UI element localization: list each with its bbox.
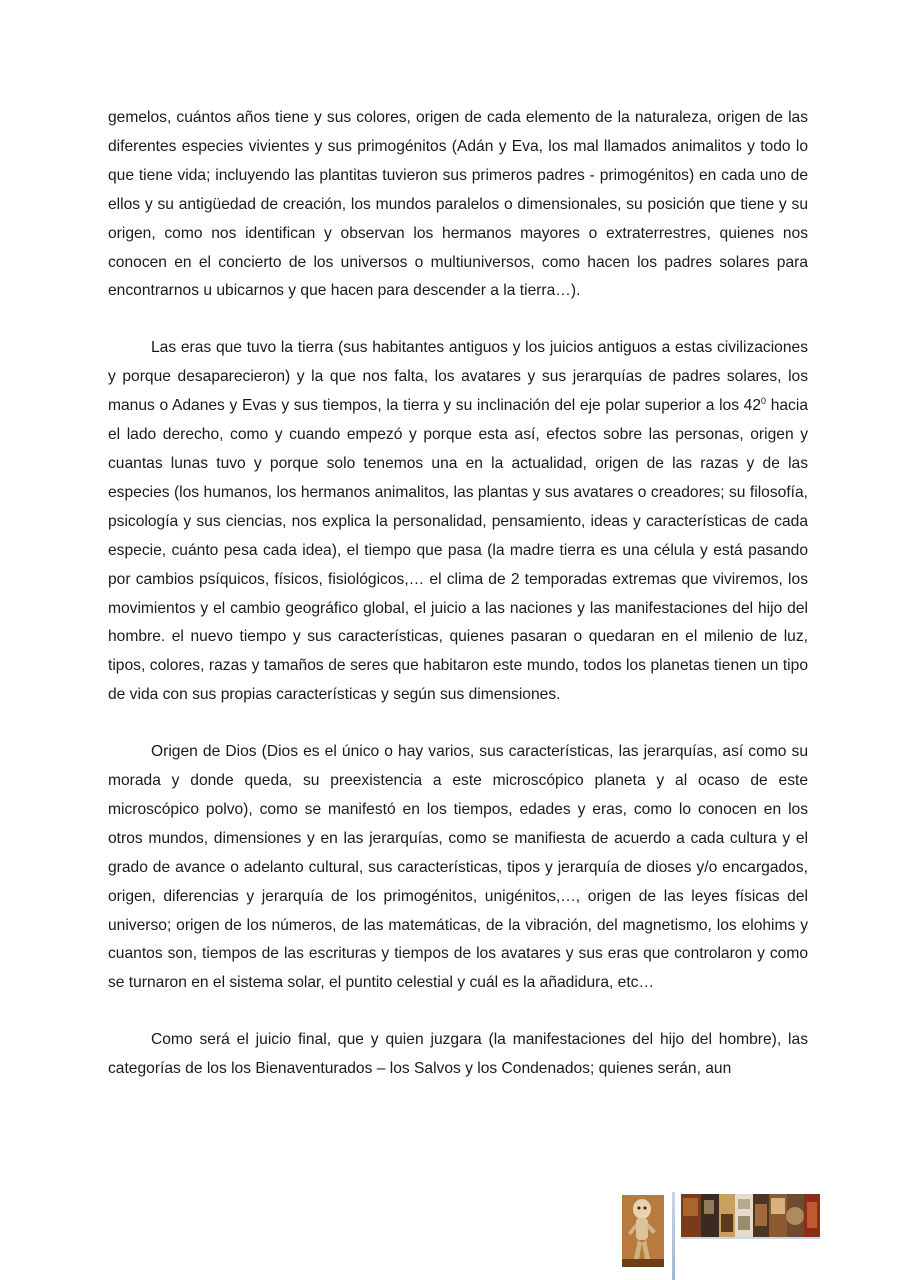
- paragraph-4: Como será el juicio final, que y quien juzgara (la manifestaciones del hijo del hombre), las categorías de los los Bienaventurados – los Salvos y los Condenados; quienes serán, aun: [108, 1031, 808, 1078]
- figurine-shape: [622, 1195, 664, 1267]
- photo-collage-icon: [681, 1194, 820, 1237]
- vertical-divider: [672, 1192, 675, 1280]
- paragraph-1: gemelos, cuántos años tiene y sus colores, origen de cada elemento de la naturaleza, origen de las diferentes especies vivientes y sus primogénitos (Adán y Eva, los mal llamados animalitos y todo lo que tiene vida; incluyendo las plantitas tuvieron sus primeros padres - primogénitos) en cada uno de ellos y su antigüedad de creación, los mundos paralelos o dimensionales, su posición que tiene y su origen, como nos identifican y observan los hermanos mayores o extraterrestres, quienes nos conocen en el concierto de los universos o multiuniversos, como hacen los padres solares para encontrarnos u ubicarnos y que hacen para descender a la tierra…).: [108, 109, 808, 300]
- figurine-photo-icon: [622, 1195, 664, 1267]
- footer-decoration: [620, 1192, 822, 1280]
- document-body: [108, 104, 808, 1084]
- paragraph-2-text-before: Las eras que tuvo la tierra (sus habitantes antiguos y los juicios antiguos a estas civilizaciones y porque desaparecieron) y la que nos falta, los avatares y sus jerarquías de padres solares, los manus o Adanes y Evas y sus tiempos, la tierra y su inclinación del eje polar superior a los 42: [108, 339, 808, 415]
- paragraph-3: Origen de Dios (Dios es el único o hay varios, sus características, las jerarquías, así como su morada y donde queda, su preexistencia a este microscópico planeta y al ocaso de este microscópico polvo), como se manifestó en los tiempos, edades y eras, como lo conocen en los otros mundos, dimensiones y en las jerarquías, como se manifiesta de acuerdo a cada cultura y el grado de avance o adelanto cultural, sus características, tipos y jerarquía de dioses y/o encargados, origen, diferencias y jerarquía de los primogénitos, unigénitos,…, origen de las leyes físicas del universo; origen de los números, de las matemáticas, de la vibración, del magnetismo, los elohims y cuantos son, tiempos de las escrituras y tiempos de los avatares y sus eras que controlaron y como se turnaron en el sistema solar, el puntito celestial y cuál es la añadidura, etc…: [108, 743, 808, 992]
- degree-superscript: 0: [761, 396, 767, 407]
- paragraph-2: [108, 334, 808, 710]
- paragraph-2-text-after: hacia el lado derecho, como y cuando empezó y porque esta así, efectos sobre las personas, origen y cuantas lunas tuvo y porque solo tenemos una en la actualidad, origen de las razas y de las especies (los humanos, los hermanos animalitos, las plantas y sus avatares o creadores; su filosofía, psicología y sus ciencias, nos explica la personalidad, pensamiento, ideas y características de cada especie, cuánto pesa cada idea), el tiempo que pasa (la madre tierra es una célula y está pasando por cambios psíquicos, físicos, fisiológicos,… el clima de 2 temporadas extremas que viviremos, los movimientos y el cambio geográfico global, el juicio a las naciones y las manifestaciones del hijo del hombre. el nuevo tiempo y sus características, quienes pasaran o quedaran en el milenio de luz, tipos, colores, razas y tamaños de seres que habitaron este mundo, todos los planetas tienen un tipo de vida con sus propias características y según sus dimensiones.: [108, 397, 808, 704]
- collage-shape: [681, 1194, 820, 1237]
- collage-underline: [681, 1237, 820, 1239]
